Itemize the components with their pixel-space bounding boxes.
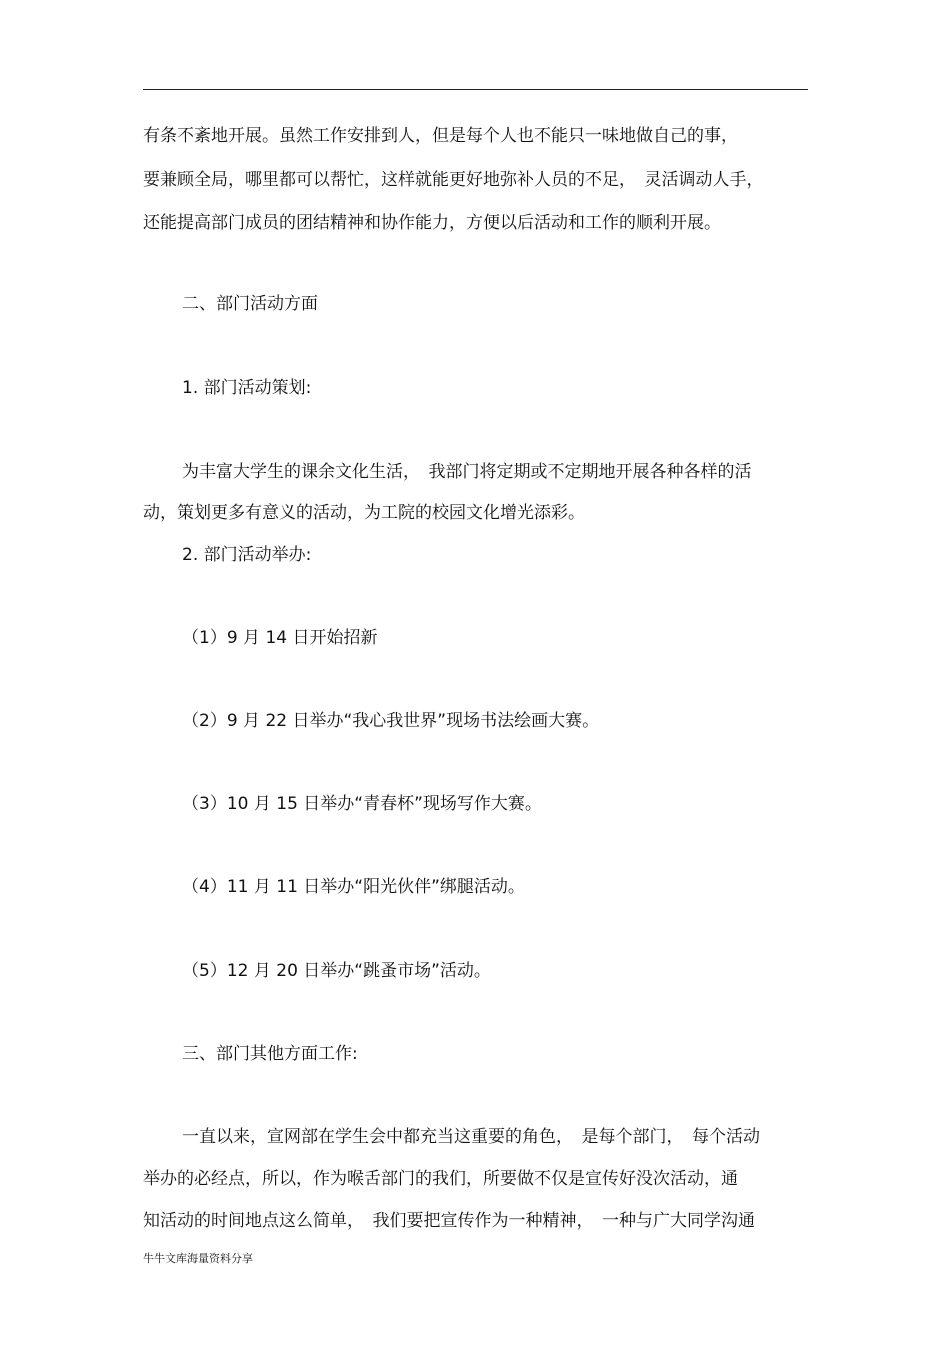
list-item: （2）9 月 22 日举办“我心我世界”现场书法绘画大赛。 [182,711,600,731]
body-line: 还能提高部门成员的团结精神和协作能力，方便以后活动和工作的顺利开展。 [143,213,721,233]
body-line: 举办的必经点，所以，作为喉舌部门的我们，所要做不仅是宣传好没次活动，通 [143,1169,738,1189]
list-item: （1）9 月 14 日开始招新 [182,628,378,648]
page-footer: 牛牛文库海量资料分享 [143,1252,253,1265]
list-item: （4）11 月 11 日举办“阳光伙伴”绑腿活动。 [182,877,525,897]
body-line: 有条不紊地开展。虽然工作安排到人，但是每个人也不能只一味地做自己的事， [143,126,738,146]
header-rule [143,89,808,90]
section-heading: 三、部门其他方面工作: [182,1044,358,1064]
list-item: （5）12 月 20 日举办“跳蚤市场”活动。 [182,961,491,981]
section-heading: 二、部门活动方面 [182,294,318,314]
subsection-heading: 1. 部门活动策划: [182,378,312,398]
body-line: 动，策划更多有意义的活动，为工院的校园文化增光添彩。 [143,503,585,523]
body-line: 要兼顾全局，哪里都可以帮忙，这样就能更好地弥补人员的不足， 灵活调动人手， [143,170,764,190]
subsection-heading: 2. 部门活动举办: [182,545,312,565]
body-line: 一直以来，宣网部在学生会中都充当这重要的角色， 是每个部门， 每个活动 [182,1127,760,1147]
body-line: 为丰富大学生的课余文化生活， 我部门将定期或不定期地开展各种各样的活 [182,462,752,482]
list-item: （3）10 月 15 日举办“青春杯”现场写作大赛。 [182,794,542,814]
body-line: 知活动的时间地点这么简单， 我们要把宣传作为一种精神， 一种与广大同学沟通 [143,1211,755,1231]
